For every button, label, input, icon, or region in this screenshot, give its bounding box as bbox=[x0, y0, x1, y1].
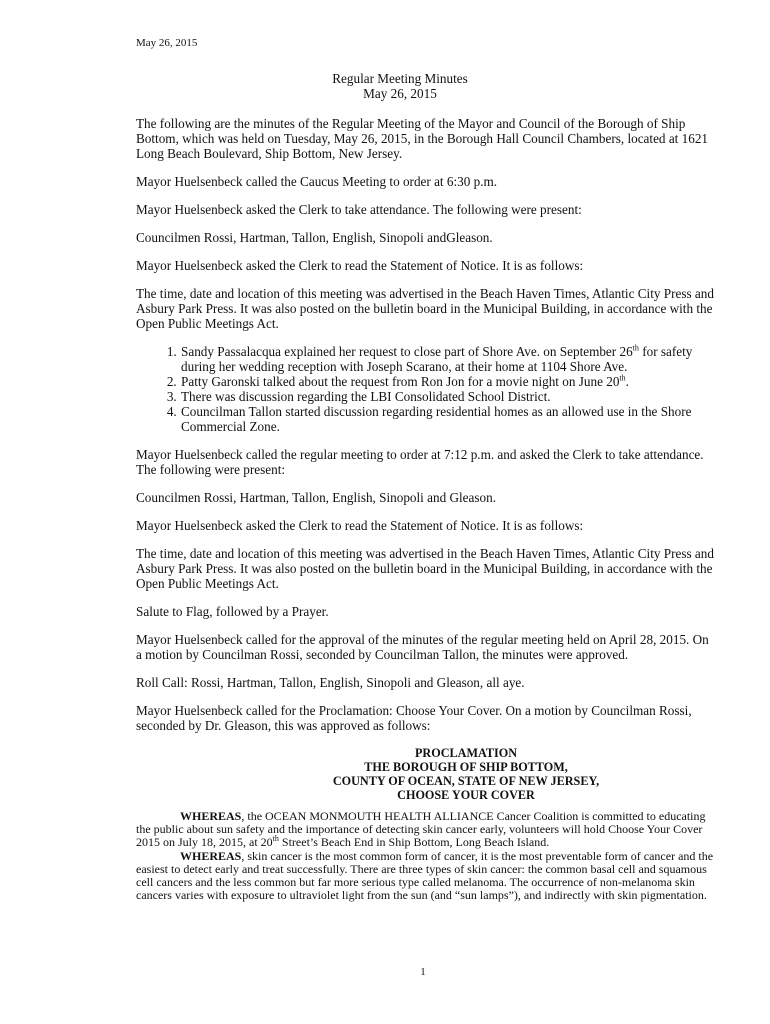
list-item: 3. There was discussion regarding the LBI Consolidated School District. bbox=[180, 389, 716, 404]
notice-request-paragraph: Mayor Huelsenbeck asked the Clerk to read the Statement of Notice. It is as follows: bbox=[136, 258, 584, 273]
whereas-label: WHEREAS bbox=[180, 848, 242, 863]
title-line-1: Regular Meeting Minutes bbox=[332, 71, 468, 86]
caucus-call-paragraph: Mayor Huelsenbeck called the Caucus Meeting to order at 6:30 p.m. bbox=[136, 174, 498, 189]
page-number: 1 bbox=[420, 966, 426, 978]
list-item: 4. Councilman Tallon started discussion regarding residential homes as an allowed use in the Shore Commercial Zone. bbox=[180, 404, 716, 434]
proclamation-heading-line: PROCLAMATION bbox=[414, 746, 517, 760]
clause-text: , skin cancer is the most common form of cancer, it is the most preventable form of cancer and the easiest to detect early and treat successfully. There are three types of skin cancer: the common basal cell and squamous cell cancers and the less common but far more serious type called melanoma. The occurrence of non-melanoma skin cancers varies with exposure to ultraviolet light from the sun (and “sun lamps”), and indirectly with skin pigmentation. bbox=[136, 848, 714, 903]
document-body bbox=[136, 116, 716, 902]
ordinal-suffix: th bbox=[619, 373, 626, 383]
ordinal-suffix: th bbox=[632, 343, 639, 353]
regular-meeting-call-paragraph: Mayor Huelsenbeck called the regular meeting to order at 7:12 p.m. and asked the Clerk to take attendance. The following were present: bbox=[136, 447, 704, 477]
list-item bbox=[180, 344, 716, 374]
proclamation-heading-line: CHOOSE YOUR COVER bbox=[397, 788, 535, 802]
proclamation-body bbox=[136, 810, 716, 902]
clause-text: Street’s Beach End in Ship Bottom, Long Beach Island. bbox=[278, 835, 550, 850]
clause-text: , the OCEAN MONMOUTH HEALTH ALLIANCE Cancer Coalition is committed to educating the public about sun safety and the importance of detecting skin cancer early, volunteers will hold Choose Your Cover 2015 on July 18, 2015, at 20 bbox=[136, 809, 706, 850]
ordinal-suffix: th bbox=[272, 834, 279, 844]
minutes-approval-paragraph: Mayor Huelsenbeck called for the approval of the minutes of the regular meeting held on April 28, 2015. On a motion by Councilman Rossi, seconded by Councilman Tallon, the minutes were approved. bbox=[136, 632, 709, 662]
intro-paragraph: The following are the minutes of the Regular Meeting of the Mayor and Council of the Borough of Ship Bottom, which was held on Tuesday, May 26, 2015, in the Borough Hall Council Chambers, located at 1621 Long Beach Boulevard, Ship Bottom, New Jersey. bbox=[136, 116, 709, 161]
list-item bbox=[180, 374, 716, 389]
whereas-clause bbox=[136, 810, 716, 850]
attendance-list-paragraph: Councilmen Rossi, Hartman, Tallon, English, Sinopoli andGleason. bbox=[136, 230, 493, 245]
notice-statement-paragraph: The time, date and location of this meeting was advertised in the Beach Haven Times, Atlantic City Press and Asbury Park Press. It was also posted on the bulletin board in the Municipal Building, in accordance with the Open Public Meetings Act. bbox=[136, 546, 714, 591]
roll-call-paragraph: Roll Call: Rossi, Hartman, Tallon, English, Sinopoli and Gleason, all aye. bbox=[136, 675, 525, 690]
whereas-clause bbox=[136, 850, 716, 903]
attendance-list-paragraph: Councilmen Rossi, Hartman, Tallon, English, Sinopoli and Gleason. bbox=[136, 490, 496, 505]
item-text: . bbox=[625, 374, 629, 389]
salute-paragraph: Salute to Flag, followed by a Prayer. bbox=[136, 604, 329, 619]
header-date: May 26, 2015 bbox=[136, 37, 198, 49]
item-text: for safety during her wedding reception with Joseph Scarano, at their home at 1104 Shore Ave. bbox=[181, 344, 693, 374]
proclamation-motion-paragraph: Mayor Huelsenbeck called for the Proclamation: Choose Your Cover. On a motion by Councilman Rossi, seconded by Dr. Gleason, this was approved as follows: bbox=[136, 703, 692, 733]
proclamation-heading bbox=[136, 746, 770, 802]
item-text: Patty Garonski talked about the request from Ron Jon for a movie night on June 20 bbox=[181, 374, 620, 389]
attendance-request-paragraph: Mayor Huelsenbeck asked the Clerk to take attendance. The following were present: bbox=[136, 202, 582, 217]
document-title bbox=[0, 71, 770, 101]
title-line-2: May 26, 2015 bbox=[363, 86, 437, 101]
whereas-label: WHEREAS bbox=[180, 809, 242, 823]
notice-statement-paragraph: The time, date and location of this meeting was advertised in the Beach Haven Times, Atlantic City Press and Asbury Park Press. It was also posted on the bulletin board in the Municipal Building, in accordance with the Open Public Meetings Act. bbox=[136, 286, 714, 331]
notice-request-paragraph: Mayor Huelsenbeck asked the Clerk to read the Statement of Notice. It is as follows: bbox=[136, 518, 584, 533]
item-text: Sandy Passalacqua explained her request to close part of Shore Ave. on September 26 bbox=[181, 344, 633, 359]
proclamation-heading-line: THE BOROUGH OF SHIP BOTTOM, bbox=[364, 760, 568, 774]
caucus-items-list bbox=[136, 344, 716, 434]
proclamation-heading-line: COUNTY OF OCEAN, STATE OF NEW JERSEY, bbox=[332, 774, 600, 788]
